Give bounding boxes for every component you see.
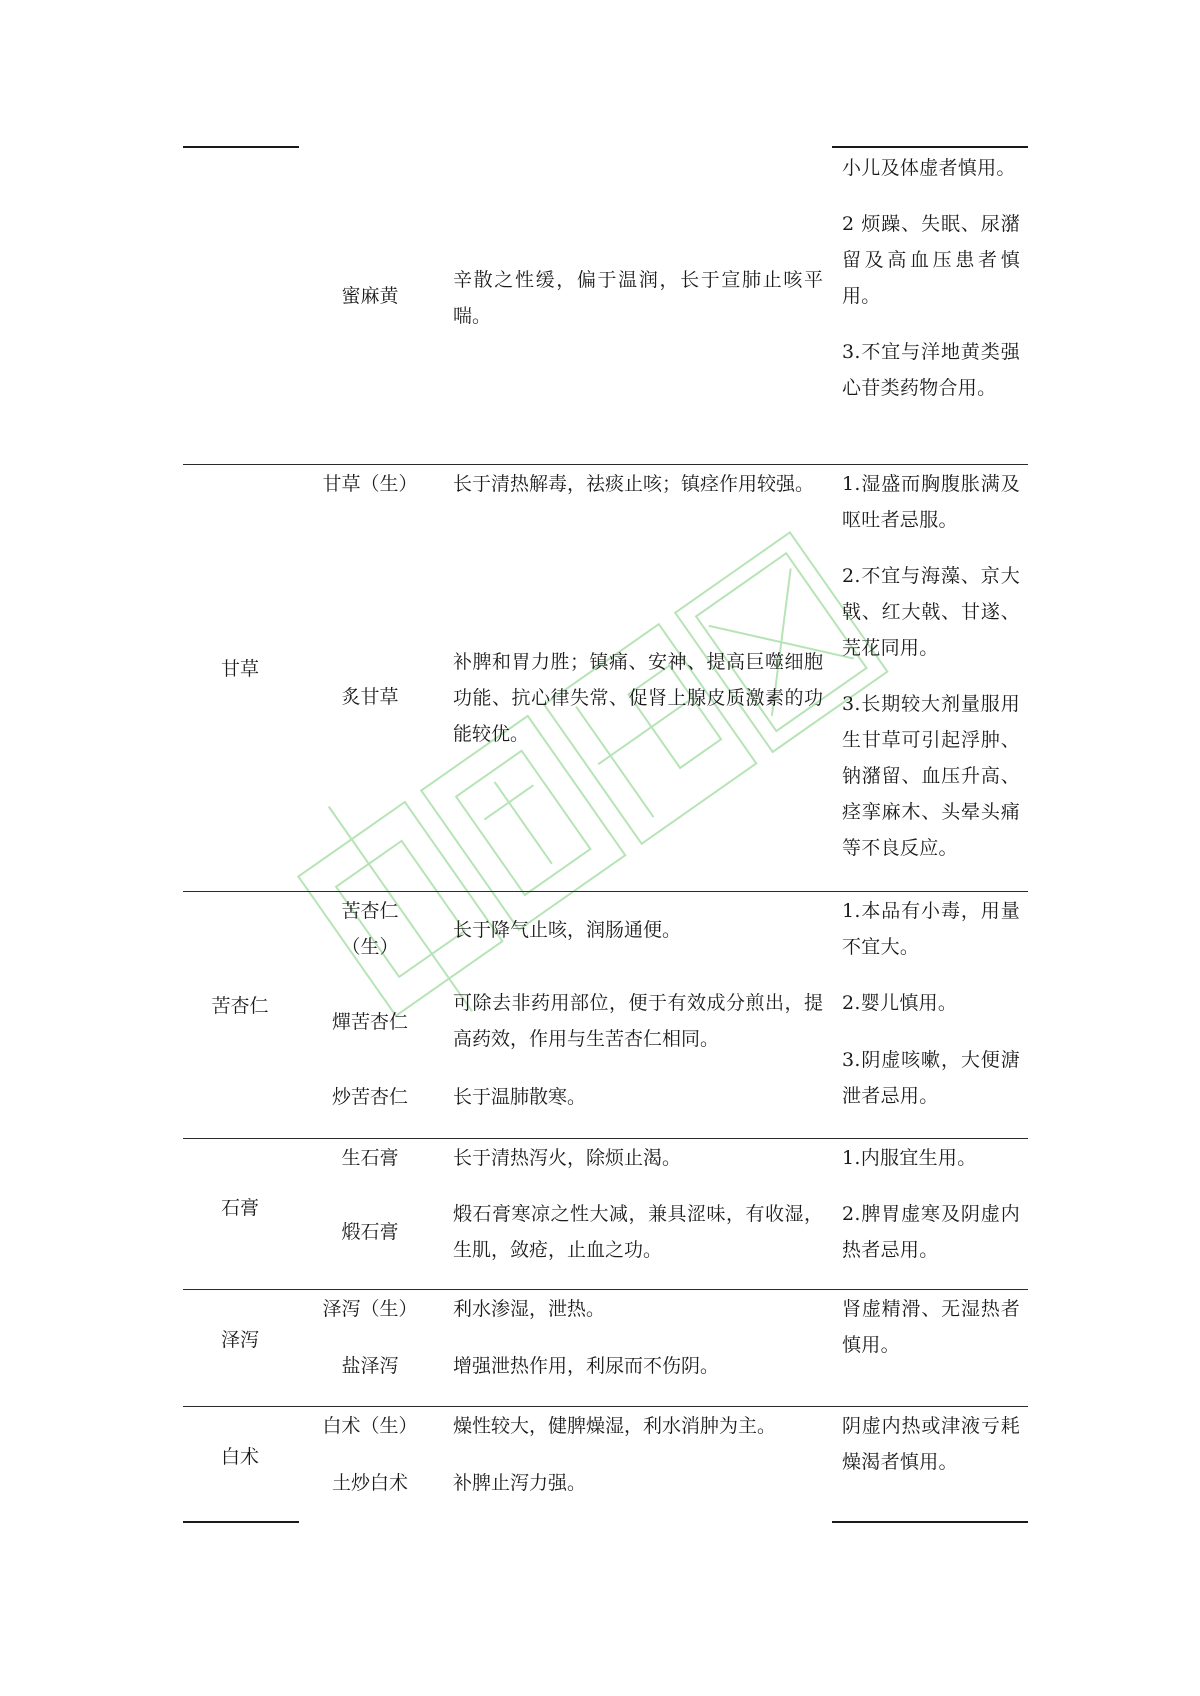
- note-cell: 3.阴虚咳嗽，大便溏泄者忌用。: [842, 1049, 1020, 1107]
- form-cell: 燀苦杏仁: [331, 1011, 408, 1033]
- table-top-rule-right: [832, 146, 1028, 148]
- form-cell: 泽泻（生）: [322, 1298, 418, 1320]
- effect-cell: 长于清热解毒，祛痰止咳；镇痉作用较强。: [453, 473, 815, 495]
- herb-name: 苦杏仁: [211, 995, 269, 1017]
- effect-cell: 燥性较大，健脾燥湿，利水消肿为主。: [453, 1415, 777, 1437]
- row-divider: [183, 891, 1028, 892]
- effect-cell: 长于降气止咳，润肠通便。: [453, 919, 682, 941]
- note-cell: 1.内服宜生用。: [842, 1147, 977, 1169]
- note-cell: 2 烦躁、失眠、尿潴留及高血压患者慎用。: [842, 213, 1020, 307]
- herb-name: 泽泻: [220, 1329, 259, 1351]
- herb-name: 甘草: [220, 658, 259, 680]
- effect-cell: 辛散之性缓，偏于温润，长于宣肺止咳平喘。: [453, 269, 823, 327]
- form-cell: 甘草（生）: [322, 473, 418, 495]
- note-cell: 阴虚内热或津液亏耗燥渴者慎用。: [842, 1415, 1020, 1473]
- effect-cell: 长于清热泻火，除烦止渴。: [453, 1147, 682, 1169]
- note-cell: 2.不宜与海藻、京大戟、红大戟、甘遂、芫花同用。: [842, 565, 1020, 659]
- table-bottom-rule-left: [183, 1521, 299, 1523]
- effect-cell: 利水渗湿，泄热。: [453, 1298, 606, 1320]
- effect-cell: 补脾止泻力强。: [453, 1472, 587, 1494]
- form-cell: 生石膏: [341, 1147, 399, 1169]
- table-bottom-rule-right: [832, 1521, 1028, 1523]
- effect-cell: 煅石膏寒凉之性大减，兼具涩味，有收湿，生肌，敛疮，止血之功。: [453, 1203, 823, 1261]
- herb-name: 石膏: [220, 1197, 259, 1219]
- note-cell: 小儿及体虚者慎用。: [842, 157, 1016, 179]
- note-cell: 2.婴儿慎用。: [842, 992, 958, 1014]
- form-cell: 煅石膏: [341, 1221, 399, 1243]
- row-divider: [183, 1289, 1028, 1290]
- note-cell: 1.湿盛而胸腹胀满及呕吐者忌服。: [842, 473, 1020, 531]
- form-cell: 蜜麻黄: [341, 285, 399, 307]
- effect-cell: 可除去非药用部位，便于有效成分煎出，提高药效，作用与生苦杏仁相同。: [453, 992, 823, 1050]
- effect-cell: 补脾和胃力胜；镇痛、安神、提高巨噬细胞功能、抗心律失常、促肾上腺皮质激素的功能较优。: [453, 651, 823, 745]
- note-cell: 3.长期较大剂量服用生甘草可引起浮肿、钠潴留、血压升高、痉挛麻木、头晕头痛等不良反应。: [842, 693, 1020, 859]
- row-divider: [183, 1138, 1028, 1139]
- herb-name: 白术: [220, 1446, 259, 1468]
- form-cell: 白术（生）: [322, 1415, 418, 1437]
- note-cell: 肾虚精滑、无湿热者慎用。: [842, 1298, 1020, 1356]
- row-divider: [183, 464, 1028, 465]
- effect-cell: 增强泄热作用，利尿而不伤阴。: [453, 1355, 720, 1377]
- note-cell: 2.脾胃虚寒及阴虚内热者忌用。: [842, 1203, 1020, 1261]
- form-cell: 盐泽泻: [341, 1355, 399, 1377]
- note-cell: 3.不宜与洋地黄类强心苷类药物合用。: [842, 341, 1020, 399]
- form-cell: 苦杏仁（生）: [341, 900, 399, 958]
- effect-cell: 长于温肺散寒。: [453, 1086, 587, 1108]
- form-cell: 土炒白术: [331, 1472, 408, 1494]
- row-divider: [183, 1406, 1028, 1407]
- form-cell: 炙甘草: [341, 686, 399, 708]
- form-cell: 炒苦杏仁: [331, 1086, 408, 1108]
- table-top-rule-left: [183, 146, 299, 148]
- note-cell: 1.本品有小毒，用量不宜大。: [842, 900, 1020, 958]
